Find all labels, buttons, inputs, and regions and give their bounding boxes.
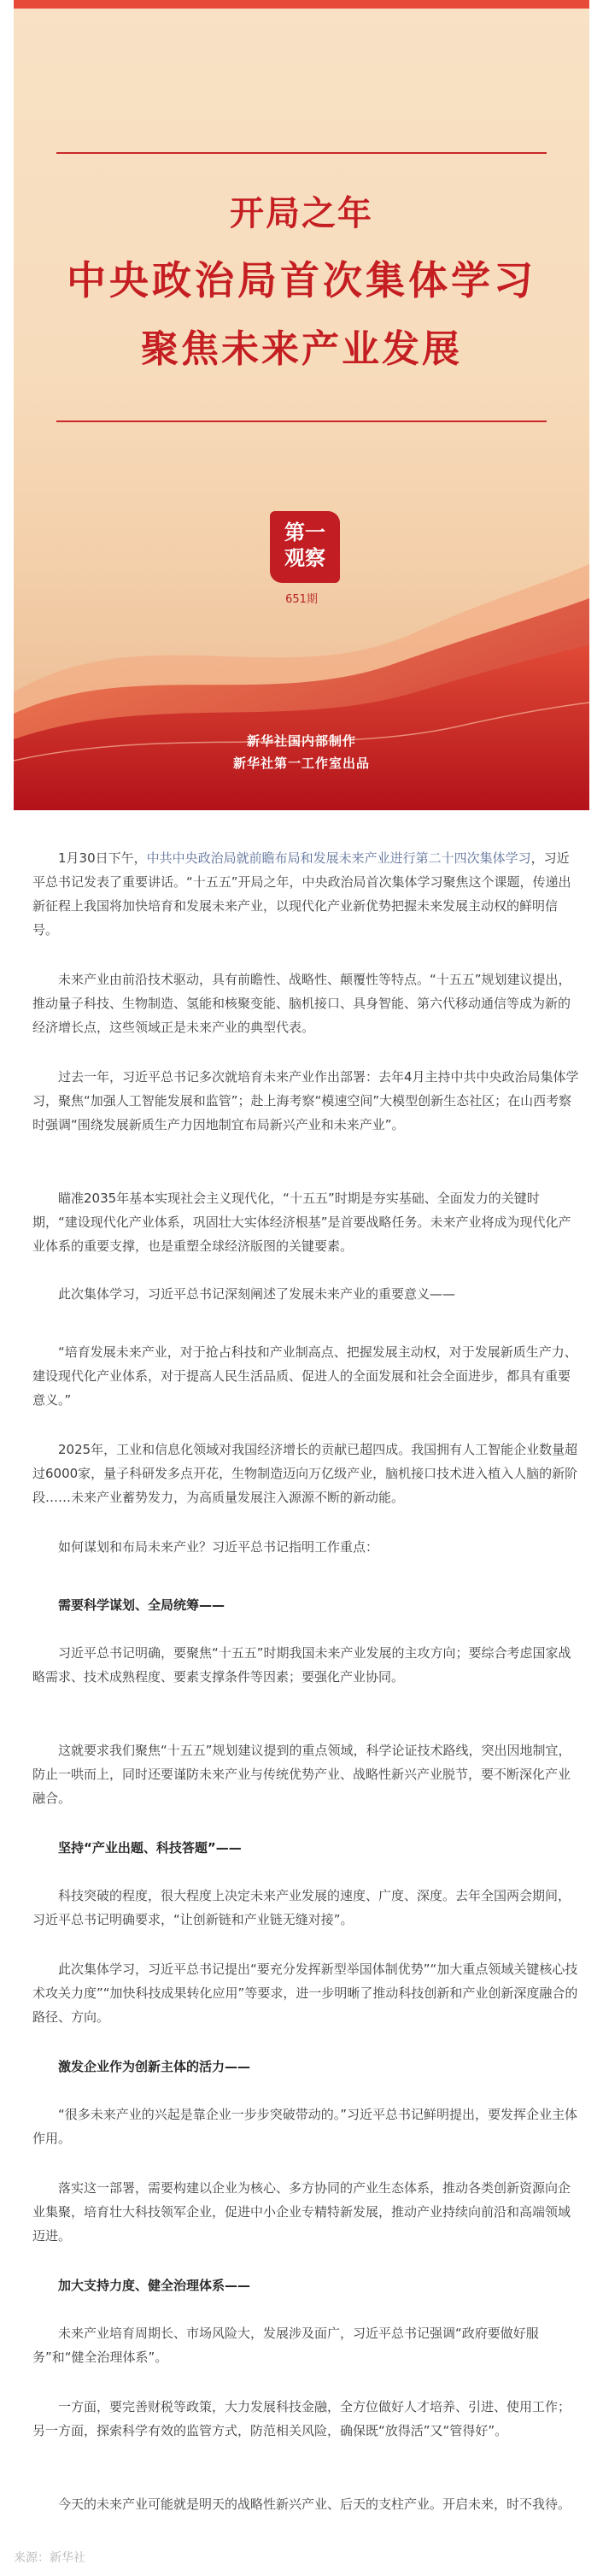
source-note: 来源：新华社	[14, 2551, 85, 2565]
paragraph-3: 过去一年，习近平总书记多次就培育未来产业作出部署：去年4月主持中共中央政治局集体学习，聚焦“加强人工智能发展和监管”；赴上海考察“模速空间”大模型创新生态社区；在山西考察时强调“围绕发展新质生产力因地制宜布局新兴产业和未来产业”。	[32, 1069, 579, 1132]
paragraph-9: 习近平总书记明确，要聚焦“十五五”时期我国未来产业发展的主攻方向；要综合考虑国家战略需求、技术成熟程度、要素支撑条件等因素；要强化产业协同。	[32, 1645, 571, 1685]
credit-studio: 新华社第一工作室出品	[232, 756, 370, 771]
hero-top-bar	[14, 0, 589, 9]
p1-lead: 1月30日下午，	[58, 850, 147, 866]
first-observation-seal-logo	[270, 511, 340, 583]
credit-producer: 新华社国内部制作	[246, 733, 356, 749]
paragraph-13: “很多未来产业的兴起是靠企业一步步突破带动的。”习近平总书记鲜明提出，要发挥企业主体作用。	[32, 2107, 578, 2146]
paragraph-1	[32, 846, 579, 942]
hero-title-line3: 聚焦未来产业发展	[141, 327, 462, 371]
paragraph-8: 如何谋划和布局未来产业？习近平总书记指明工作重点：	[58, 1539, 379, 1555]
seal-line1: 第一	[284, 520, 325, 544]
study-session-link[interactable]: 中共中央政治局就前瞻布局和发展未来产业进行第二十四次集体学习	[146, 850, 531, 866]
p1-rest: ，习近平总书记发表了重要讲话。“十五五”开局之年，中央政治局首次集体学习聚焦这个课题，传递出新征程上我国将加快培育和发展未来产业，以现代化产业新优势把握未来发展主动权的鲜明信号。	[32, 850, 571, 938]
paragraph-11: 科技突破的程度，很大程度上决定未来产业发展的速度、广度、深度。去年全国两会期间，习近平总书记明确要求，“让创新链和产业链无缝对接”。	[32, 1888, 571, 1927]
section-heading-2: 坚持“产业出题、科技答题”——	[58, 1840, 242, 1856]
paragraph-5: 此次集体学习，习近平总书记深刻阐述了发展未来产业的重要意义——	[58, 1286, 456, 1302]
section-heading-4: 加大支持力度、健全治理体系——	[58, 2278, 251, 2293]
paragraph-15: 未来产业培育周期长、市场风险大，发展涉及面广，习近平总书记强调“政府要做好服务”和“健全治理体系”。	[32, 2326, 539, 2365]
closing-paragraph: 今天的未来产业可能就是明天的战略性新兴产业、后天的支柱产业。开启未来，时不我待。	[58, 2497, 571, 2512]
paragraph-16: 一方面，要完善财税等政策，大力发展科技金融，全方位做好人才培养、引进、使用工作；另一方面，探索科学有效的监管方式，防范相关风险，确保既“放得活”又“管得好”。	[32, 2399, 571, 2438]
paragraph-10: 这就要求我们聚焦“十五五”规划建议提到的重点领域，科学论证技术路线，突出因地制宜，防止一哄而上，同时还要谨防未来产业与传统优势产业、战略性新兴产业脱节，要不断深化产业融合。	[32, 1743, 571, 1806]
hero-title-line1: 开局之年	[230, 193, 373, 233]
paragraph-14: 落实这一部署，需要构建以企业为核心、多方协同的产业生态体系，推动各类创新资源向企业集聚，培育壮大科技领军企业，促进中小企业专精特新发展，推动产业持续向前沿和高端领域迈进。	[32, 2180, 571, 2244]
paragraph-4: 瞄准2035年基本实现社会主义现代化，“十五五”时期是夯实基础、全面发力的关键时期，“建设现代化产业体系，巩固壮大实体经济根基”是首要战略任务。未来产业将成为现代化产业体系的重要支撑，也是重塑全球经济版图的关键要素。	[32, 1191, 571, 1254]
seal-line2: 观察	[284, 545, 325, 570]
hero-poster	[14, 0, 589, 810]
paragraph-12: 此次集体学习，习近平总书记提出“要充分发挥新型举国体制优势”“加大重点领域关键核心技术攻关力度”“加快科技成果转化应用”等要求，进一步明晰了推动科技创新和产业创新深度融合的路径、方向。	[32, 1961, 578, 2025]
quote-paragraph: “培育发展未来产业，对于抢占科技和产业制高点、把握发展主动权，对于发展新质生产力、建设现代化产业体系，对于提高人民生活品质、促进人的全面发展和社会全面进步，都具有重要意义。”	[32, 1344, 577, 1408]
section-heading-3: 激发企业作为创新主体的活力——	[58, 2059, 251, 2074]
hero-title-line2: 中央政治局首次集体学习	[67, 257, 536, 303]
hero-rule-bottom	[56, 421, 547, 422]
paragraph-7: 2025年，工业和信息化领域对我国经济增长的贡献已超四成。我国拥有人工智能企业数量超过6000家，量子科研发多点开花，生物制造迈向万亿级产业，脑机接口技术进入植入人脑的新阶段……未来产业蓄势发力，为高质量发展注入源源不断的新动能。	[32, 1442, 578, 1505]
issue-number: 651期	[285, 593, 318, 606]
hero-rule-top	[56, 152, 547, 154]
paragraph-2: 未来产业由前沿技术驱动，具有前瞻性、战略性、颠覆性等特点。“十五五”规划建议提出，推动量子科技、生物制造、氢能和核聚变能、脑机接口、具身智能、第六代移动通信等成为新的经济增长点，这些领域正是未来产业的典型代表。	[32, 972, 571, 1035]
section-heading-1: 需要科学谋划、全局统筹——	[58, 1597, 225, 1613]
